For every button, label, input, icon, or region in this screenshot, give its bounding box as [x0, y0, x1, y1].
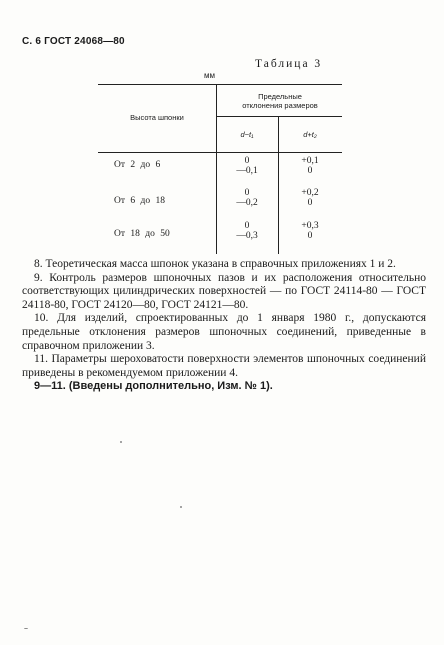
- row-2-range: От 6 до 18: [114, 196, 165, 206]
- paragraph-10: 10. Для изделий, спроектированных до 1 января 1980 г., допускаются предельные отклонения размеров шпоночных соединений, приведенные в справочном приложении 3.: [22, 312, 426, 352]
- row-2-plus-lower: 0: [307, 198, 313, 208]
- scan-speck: [24, 628, 28, 629]
- amendment-note: 9—11. (Введены дополнительно, Изм. № 1).: [34, 380, 273, 393]
- table-header-rule: [98, 152, 342, 153]
- header-height: Высота шпонки: [130, 113, 184, 122]
- row-2-minus-upper: 0: [244, 188, 250, 198]
- table-caption: Таблица 3: [255, 58, 323, 70]
- row-2-plus-upper: +0,2: [301, 188, 319, 198]
- row-3-minus-upper: 0: [244, 221, 250, 231]
- table-top-rule: [98, 84, 342, 85]
- paragraph-9: 9. Контроль размеров шпоночных пазов и их расположения относительно соответствующих цилиндрических поверхностей — по ГОСТ 24114-80 — ГОСТ 24118-80, ГОСТ 24120—80, ГОСТ 24121—80.: [22, 271, 426, 311]
- row-3-plus-lower: 0: [307, 231, 313, 241]
- row-2-minus-lower: —0,2: [236, 198, 258, 208]
- tolerance-table: [98, 84, 342, 254]
- header-tolerances: Предельные отклонения размеров: [242, 92, 318, 110]
- scan-speck: [180, 506, 182, 508]
- row-3-range: От 18 до 50: [114, 229, 170, 239]
- row-3-minus-lower: —0,3: [236, 231, 258, 241]
- row-1-plus-upper: +0,1: [301, 156, 319, 166]
- table-subheader-rule: [216, 116, 342, 117]
- row-1-plus-lower: 0: [307, 166, 313, 176]
- row-3-plus-upper: +0,3: [301, 221, 319, 231]
- row-1-minus-lower: —0,1: [236, 166, 258, 176]
- row-1-range: От 2 до 6: [114, 160, 161, 170]
- table-units: мм: [204, 71, 215, 80]
- paragraph-11: 11. Параметры шероховатости поверхности элементов шпоночных соединений приведены в рекомендуемом приложении 4.: [22, 353, 426, 379]
- header-d-minus-t1: d−t₁: [240, 130, 254, 139]
- header-d-plus-t2: d+t₂: [303, 130, 317, 139]
- body-text: [22, 258, 426, 394]
- row-1-minus-upper: 0: [244, 156, 250, 166]
- page-header: С. 6 ГОСТ 24068—80: [22, 36, 125, 47]
- paragraph-8: 8. Теоретическая масса шпонок указана в справочных приложениях 1 и 2.: [34, 258, 396, 270]
- scan-speck: [120, 441, 122, 443]
